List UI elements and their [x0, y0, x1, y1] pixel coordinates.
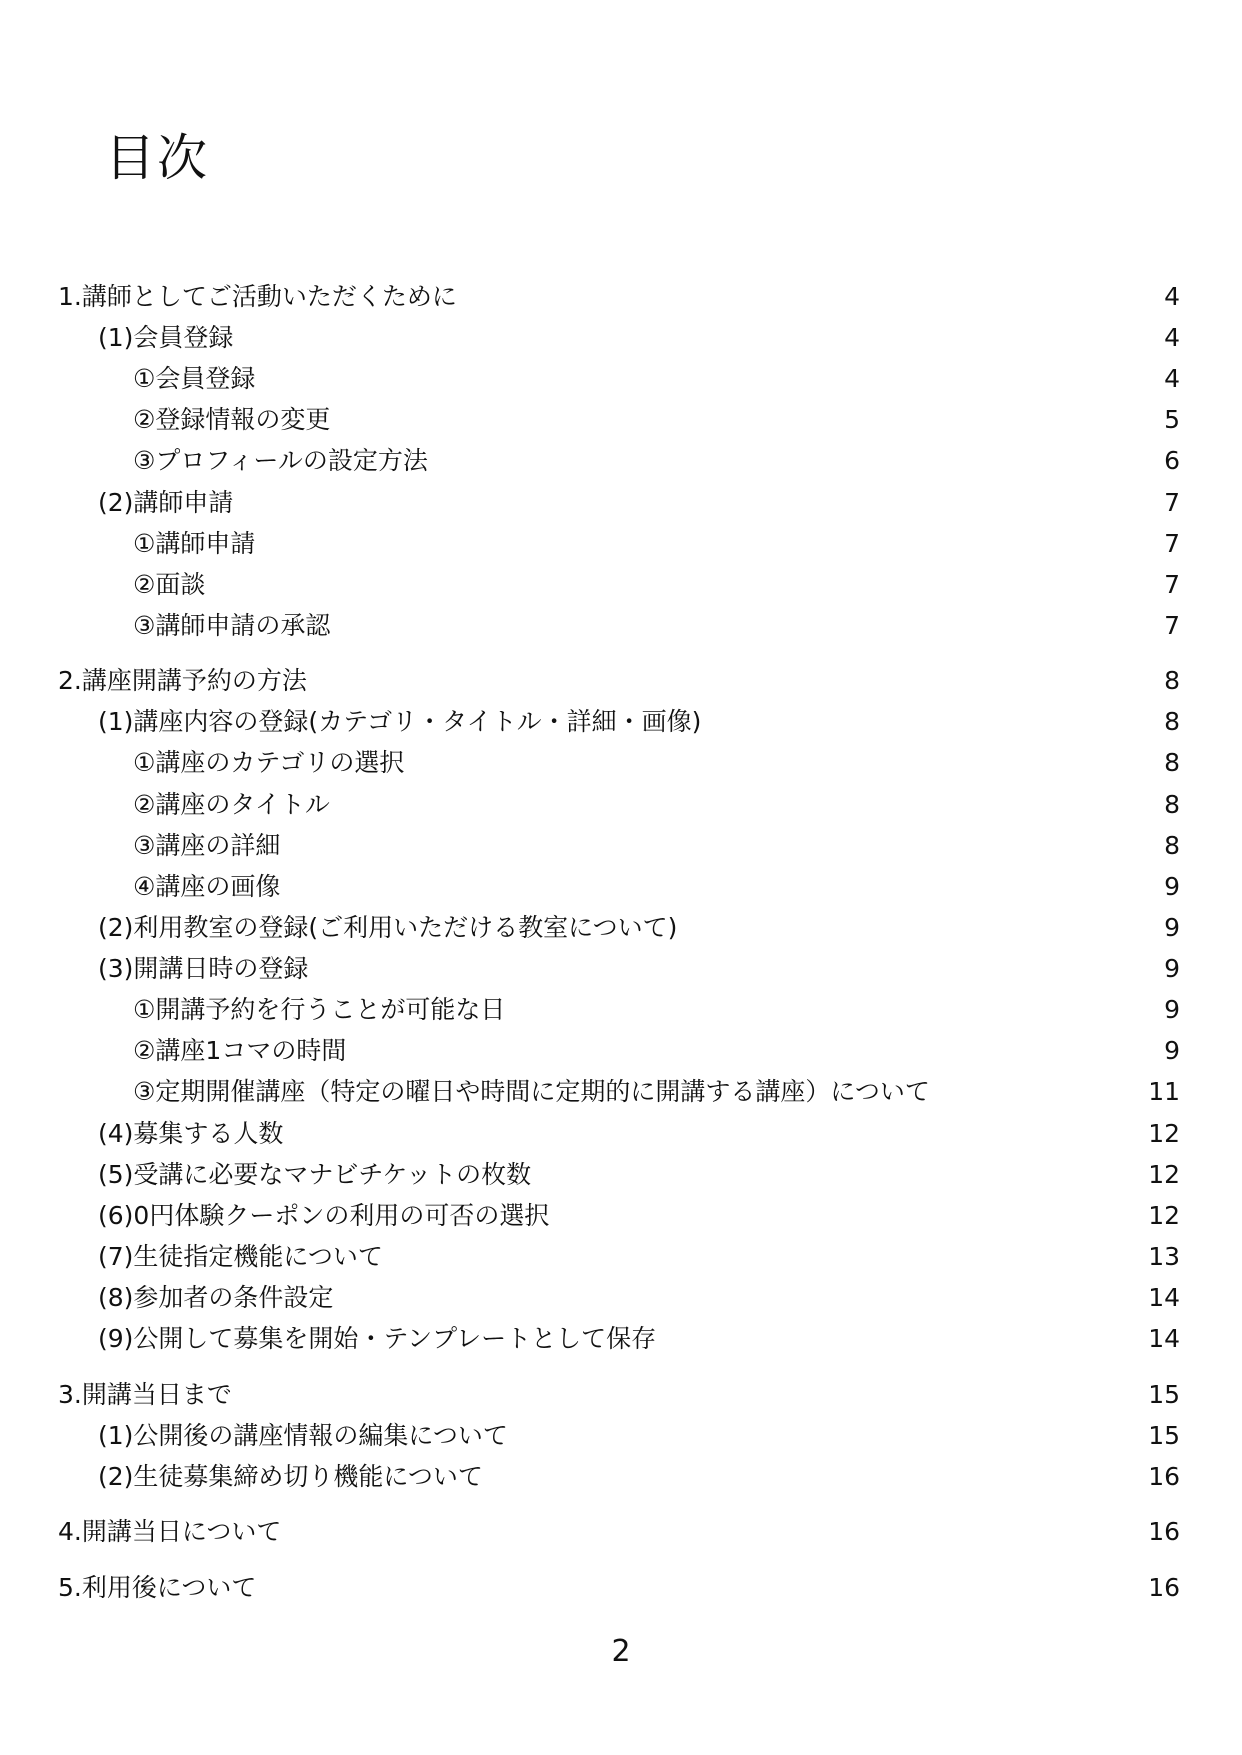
toc-entry[interactable] [0, 524, 1242, 564]
toc-entry-label: ②面談 [133, 570, 206, 599]
toc-entry[interactable] [0, 1196, 1242, 1236]
toc-entry[interactable] [0, 359, 1242, 399]
toc-entry-label: ④講座の画像 [133, 872, 281, 901]
page-number: 2 [611, 1634, 631, 1669]
toc-entry-page: 12 [1148, 1201, 1180, 1230]
toc-entry[interactable] [0, 441, 1242, 481]
toc-entry-page: 15 [1148, 1421, 1180, 1450]
page-title: 目次 [105, 129, 209, 187]
toc-entry-label: 4.開講当日について [58, 1517, 282, 1546]
toc-entry-label: ①開講予約を行うことが可能な日 [133, 995, 506, 1024]
toc-entry-page: 14 [1148, 1283, 1180, 1312]
toc-entry-page: 9 [1164, 1036, 1180, 1065]
toc-entry[interactable] [0, 1319, 1242, 1359]
toc-entry-label: ①講座のカテゴリの選択 [133, 748, 405, 777]
toc-entry-page: 9 [1164, 954, 1180, 983]
toc-entry[interactable] [0, 661, 1242, 701]
toc-entry-label: (1)公開後の講座情報の編集について [98, 1421, 508, 1450]
toc-entry-page: 7 [1164, 611, 1180, 640]
toc-entry[interactable] [0, 1237, 1242, 1277]
toc-entry-label: (7)生徒指定機能について [98, 1242, 383, 1271]
toc-entry-label: ②登録情報の変更 [133, 405, 331, 434]
toc-entry-label: (2)利用教室の登録(ご利用いただける教室について) [98, 913, 678, 942]
toc-entry[interactable] [0, 1416, 1242, 1456]
toc-entry[interactable] [0, 1278, 1242, 1318]
toc-entry[interactable] [0, 1072, 1242, 1112]
toc-entry-label: (6)0円体験クーポンの利用の可否の選択 [98, 1201, 550, 1230]
toc-entry[interactable] [0, 1375, 1242, 1415]
toc-entry[interactable] [0, 1031, 1242, 1071]
toc-entry-page: 16 [1148, 1517, 1180, 1546]
toc-entry[interactable] [0, 949, 1242, 989]
toc-entry[interactable] [0, 990, 1242, 1030]
toc-entry-label: 1.講師としてご活動いただくために [58, 282, 457, 311]
toc-entry[interactable] [0, 565, 1242, 605]
toc-entry-page: 9 [1164, 872, 1180, 901]
toc-entry-page: 8 [1164, 790, 1180, 819]
toc-entry-page: 8 [1164, 707, 1180, 736]
toc-entry-label: 2.講座開講予約の方法 [58, 666, 307, 695]
toc-entry-label: 5.利用後について [58, 1573, 257, 1602]
toc-entry-label: (2)生徒募集締め切り機能について [98, 1462, 483, 1491]
toc-entry-label: ②講座のタイトル [133, 790, 330, 819]
toc-entry[interactable] [0, 702, 1242, 742]
toc-entry[interactable] [0, 1568, 1242, 1608]
toc-entry-page: 8 [1164, 831, 1180, 860]
toc-entry[interactable] [0, 483, 1242, 523]
toc-entry-label: ③プロフィールの設定方法 [133, 446, 428, 475]
toc-entry-page: 12 [1148, 1160, 1180, 1189]
toc-entry-page: 14 [1148, 1324, 1180, 1353]
toc-entry[interactable] [0, 400, 1242, 440]
toc-entry-label: ①講師申請 [133, 529, 256, 558]
toc-entry-page: 16 [1148, 1573, 1180, 1602]
toc-entry-label: ③講師申請の承認 [133, 611, 331, 640]
toc-entry[interactable] [0, 606, 1242, 646]
toc-entry-label: (3)開講日時の登録 [98, 954, 309, 983]
toc-entry-label: ①会員登録 [133, 364, 256, 393]
toc-entry-page: 4 [1164, 323, 1180, 352]
toc-entry[interactable] [0, 867, 1242, 907]
toc-entry-page: 5 [1164, 405, 1180, 434]
toc-entry-page: 12 [1148, 1119, 1180, 1148]
toc-entry-label: (2)講師申請 [98, 488, 234, 517]
toc-entry[interactable] [0, 1114, 1242, 1154]
toc-entry-label: ②講座1コマの時間 [133, 1036, 347, 1065]
toc-entry[interactable] [0, 785, 1242, 825]
toc-entry-label: ③講座の詳細 [133, 831, 281, 860]
toc-entry-page: 13 [1148, 1242, 1180, 1271]
toc-entry-label: (1)講座内容の登録(カテゴリ・タイトル・詳細・画像) [98, 707, 702, 736]
toc-entry-page: 7 [1164, 488, 1180, 517]
toc-entry-page: 9 [1164, 913, 1180, 942]
toc-entry-label: 3.開講当日まで [58, 1380, 232, 1409]
toc-entry[interactable] [0, 743, 1242, 783]
toc-entry-page: 15 [1148, 1380, 1180, 1409]
toc-entry[interactable] [0, 1155, 1242, 1195]
toc-entry[interactable] [0, 277, 1242, 317]
toc-entry-page: 6 [1164, 446, 1180, 475]
toc-entry-page: 4 [1164, 364, 1180, 393]
toc-entry-page: 4 [1164, 282, 1180, 311]
toc-entry-label: (9)公開して募集を開始・テンプレートとして保存 [98, 1324, 657, 1353]
toc-entry-label: (5)受講に必要なマナビチケットの枚数 [98, 1160, 532, 1189]
toc-entry-page: 16 [1148, 1462, 1180, 1491]
toc-entry-page: 7 [1164, 529, 1180, 558]
toc-entry-page: 9 [1164, 995, 1180, 1024]
toc-entry-label: (1)会員登録 [98, 323, 234, 352]
toc-entry-page: 11 [1148, 1077, 1180, 1106]
toc-entry-page: 8 [1164, 748, 1180, 777]
toc-entry[interactable] [0, 1457, 1242, 1497]
toc-entry-label: (8)参加者の条件設定 [98, 1283, 334, 1312]
toc-entry-label: ③定期開催講座（特定の曜日や時間に定期的に開講する講座）について [133, 1077, 930, 1106]
toc-entry[interactable] [0, 826, 1242, 866]
toc-entry-page: 7 [1164, 570, 1180, 599]
toc-entry[interactable] [0, 1512, 1242, 1552]
toc-entry-label: (4)募集する人数 [98, 1119, 284, 1148]
toc-entry[interactable] [0, 908, 1242, 948]
toc-entry[interactable] [0, 318, 1242, 358]
toc-entry-page: 8 [1164, 666, 1180, 695]
